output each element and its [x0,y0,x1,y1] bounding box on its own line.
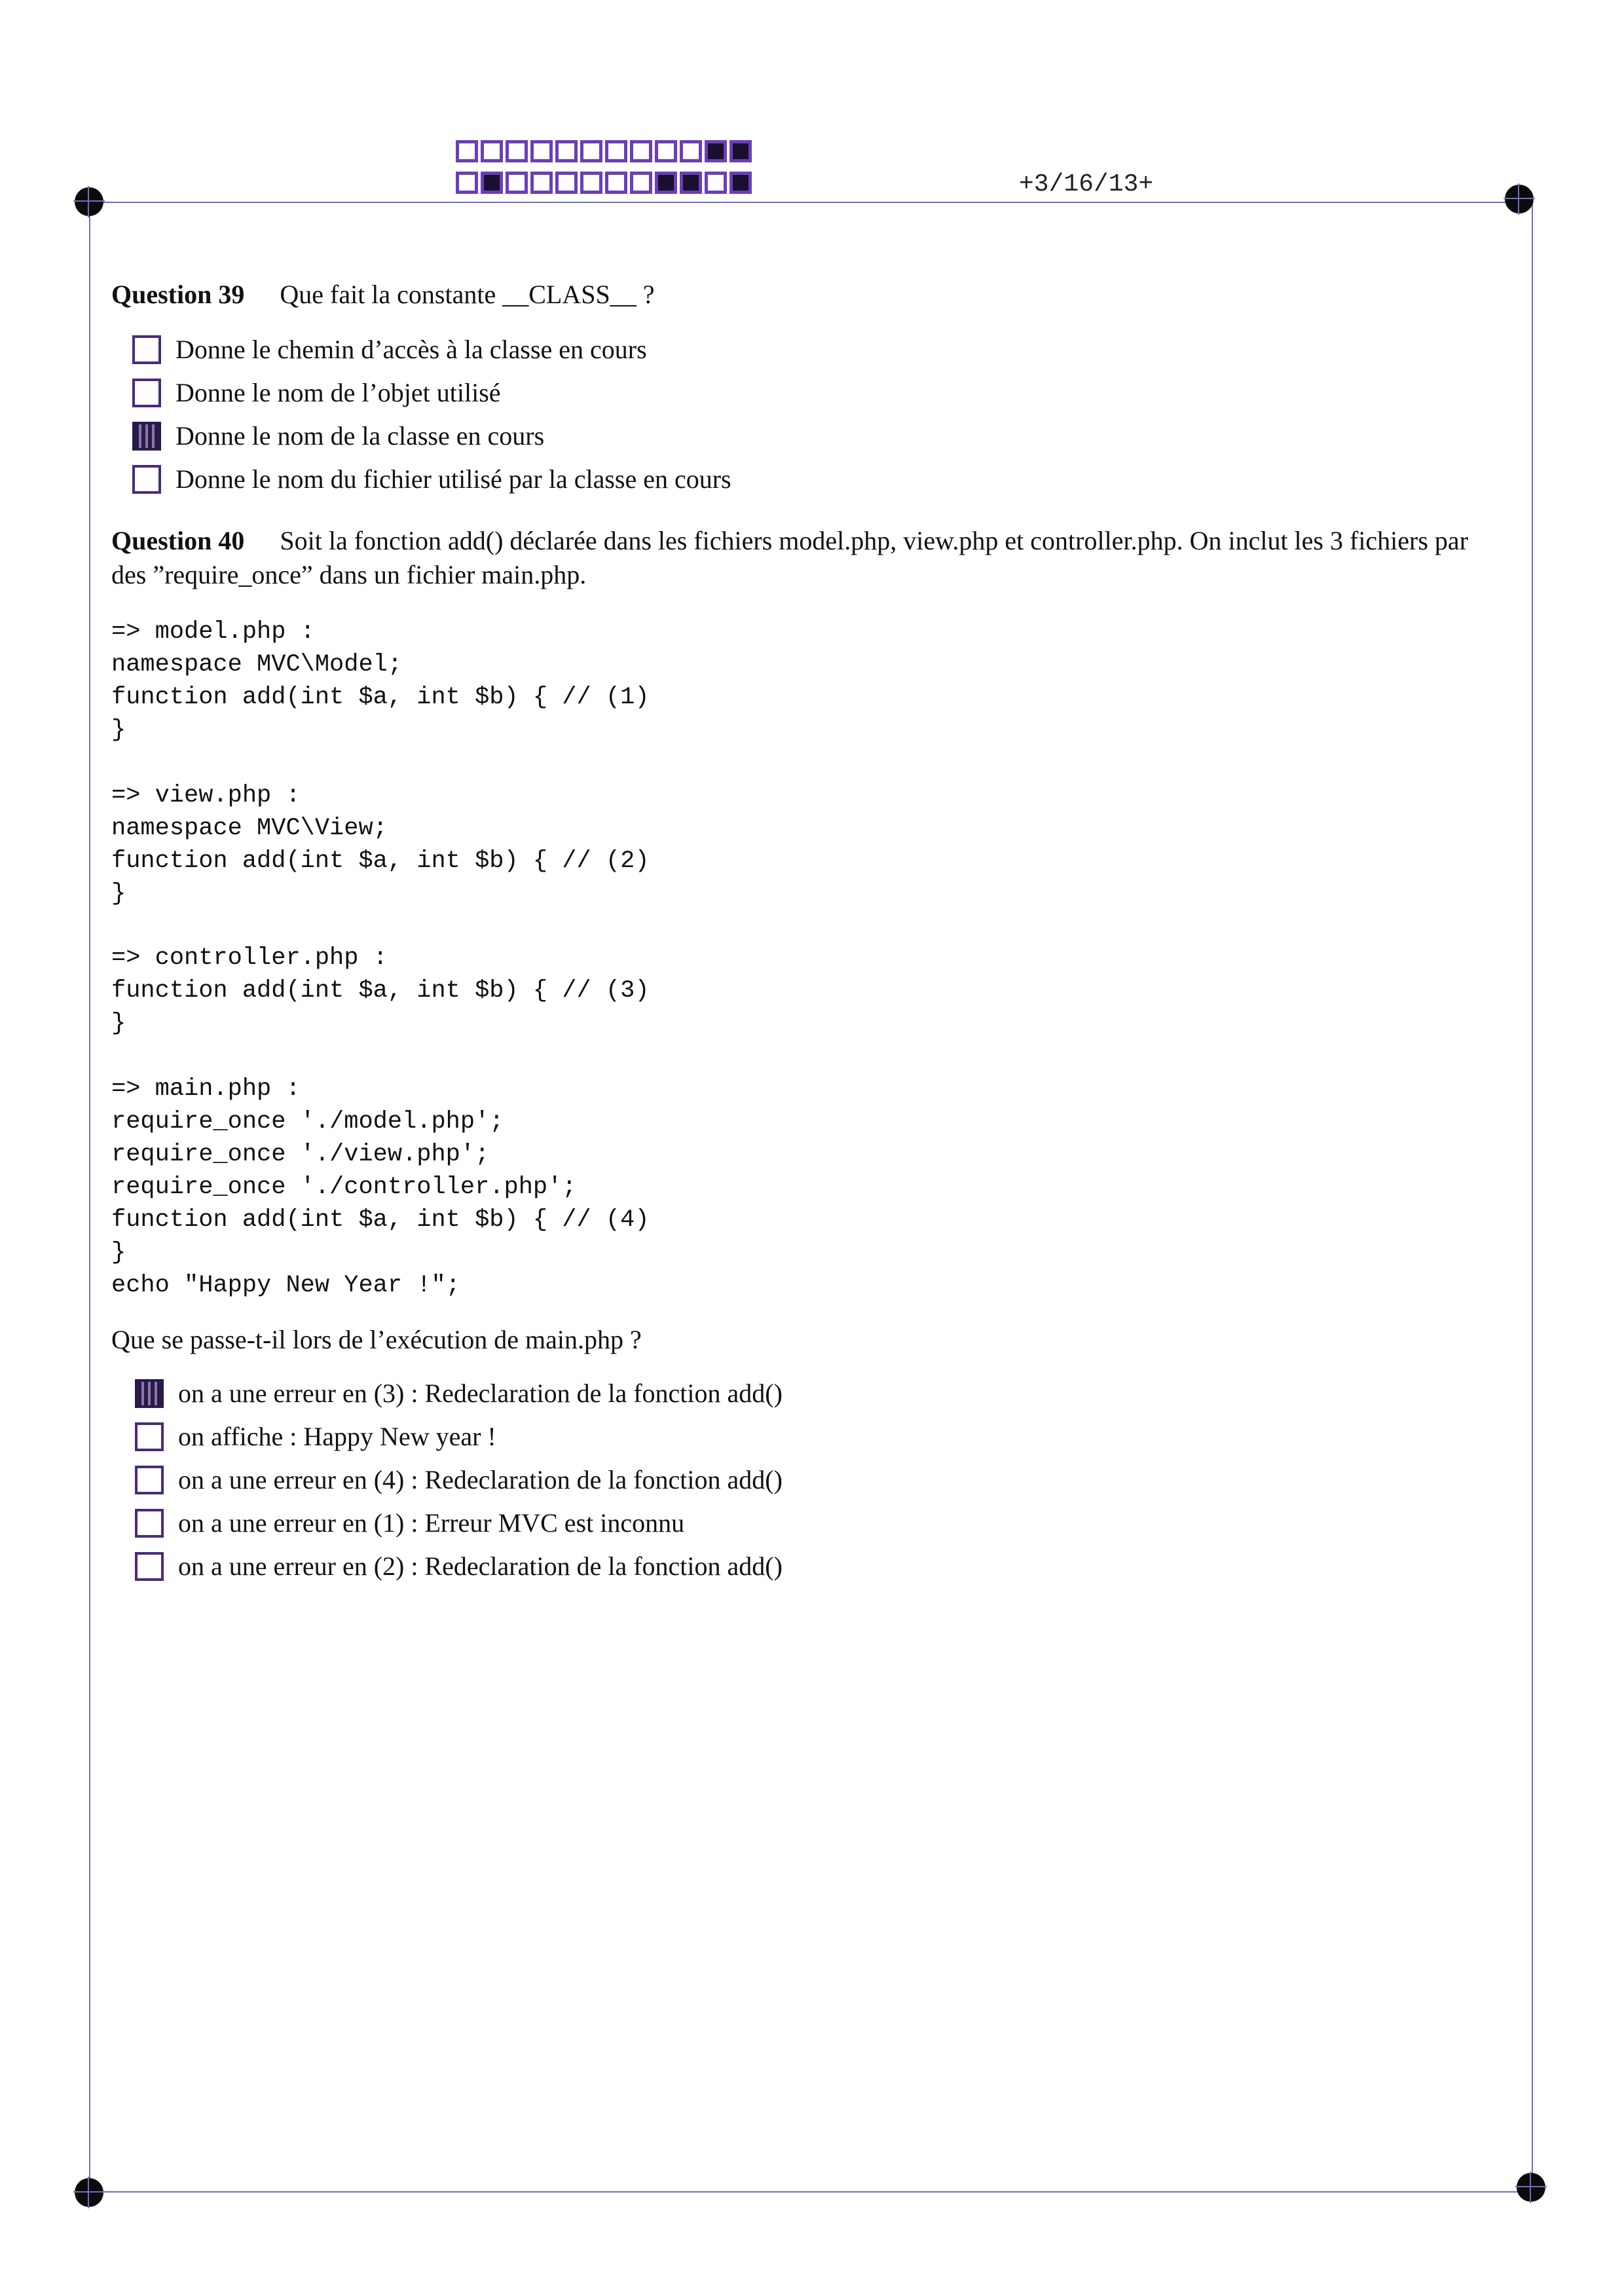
code-bit [530,140,553,162]
code-bit [506,140,528,162]
answer-checkbox[interactable] [132,465,161,494]
question-text: Soit la fonction add() déclarée dans les fichiers model.php, view.php et controller.php. On inclut les 3 fichiers par des ”require_once” dans un fichier main.php. [111,526,1469,589]
corner-marker-bottom-left [75,2178,103,2207]
code-block-model: => model.php : namespace MVC\Model; function add(int $a, int $b) { // (1) } [111,618,650,744]
answer-checkbox[interactable] [132,379,161,407]
answer-option[interactable] [132,462,731,496]
answer-option[interactable] [135,1506,684,1540]
code-bit [456,172,478,194]
question-40-header [111,524,1506,592]
code-bit [680,172,702,194]
code-bit [481,140,503,162]
code-bit [481,172,503,194]
answer-label: Donne le nom de l’objet utilisé [175,378,501,407]
code-bit [729,140,752,162]
answer-checkbox[interactable] [135,1552,164,1581]
code-bit [555,172,578,194]
question-39-header [111,278,654,312]
corner-marker-bottom-right [1517,2173,1545,2202]
code-bit [630,172,652,194]
page-code-row-1 [456,140,752,162]
code-bit [655,140,677,162]
code-bit [580,140,602,162]
question-number: Question 39 [111,280,245,309]
answer-checkbox[interactable] [132,335,161,364]
corner-marker-top-right [1505,185,1534,213]
answer-label: Donne le nom du fichier utilisé par la classe en cours [175,464,731,494]
answer-option[interactable] [135,1463,783,1497]
code-bit [705,140,727,162]
answer-label: on a une erreur en (1) : Erreur MVC est inconnu [178,1508,685,1538]
answer-label: Donne le nom de la classe en cours [175,421,545,451]
answer-checkbox[interactable] [135,1509,164,1538]
answer-option[interactable] [132,419,544,453]
code-bit [506,172,528,194]
answer-label: on a une erreur en (4) : Redeclaration de la fonction add() [178,1465,783,1494]
answer-checkbox[interactable] [135,1379,164,1408]
code-block-view: => view.php : namespace MVC\View; function add(int $a, int $b) { // (2) } [111,782,650,908]
corner-marker-top-left [75,187,103,216]
answer-checkbox[interactable] [132,422,161,451]
answer-checkbox[interactable] [135,1466,164,1494]
question-number: Question 40 [111,526,245,555]
code-bit [580,172,602,194]
code-block-main: => main.php : require_once './model.php'; require_once './view.php'; require_once './controller.php'; function add(int $a, int $b) { // (4) } echo "Happy New Year !"; [111,1075,650,1299]
code-bit [605,172,627,194]
answer-label: Donne le chemin d’accès à la classe en cours [175,335,647,364]
answer-option[interactable] [132,333,647,367]
code-bit [605,140,627,162]
answer-option[interactable] [135,1377,783,1411]
page-code-row-2 [456,172,752,194]
code-bit [630,140,652,162]
code-bit [456,140,478,162]
answer-label: on affiche : Happy New year ! [178,1422,496,1451]
question-prompt: Que se passe-t-il lors de l’exécution de main.php ? [111,1325,642,1354]
answer-label: on a une erreur en (2) : Redeclaration de la fonction add() [178,1551,783,1581]
code-bit [555,140,578,162]
answer-option[interactable] [135,1420,496,1454]
answer-option[interactable] [135,1549,783,1583]
question-text: Que fait la constante __CLASS__ ? [280,280,655,309]
code-bit [680,140,702,162]
code-bit [530,172,553,194]
page-identifier: +3/16/13+ [1019,170,1154,198]
code-block-controller: => controller.php : function add(int $a, int $b) { // (3) } [111,944,650,1037]
answer-label: on a une erreur en (3) : Redeclaration de la fonction add() [178,1379,783,1408]
code-bit [729,172,752,194]
answer-checkbox[interactable] [135,1422,164,1451]
code-bit [705,172,727,194]
answer-option[interactable] [132,376,501,410]
code-bit [655,172,677,194]
